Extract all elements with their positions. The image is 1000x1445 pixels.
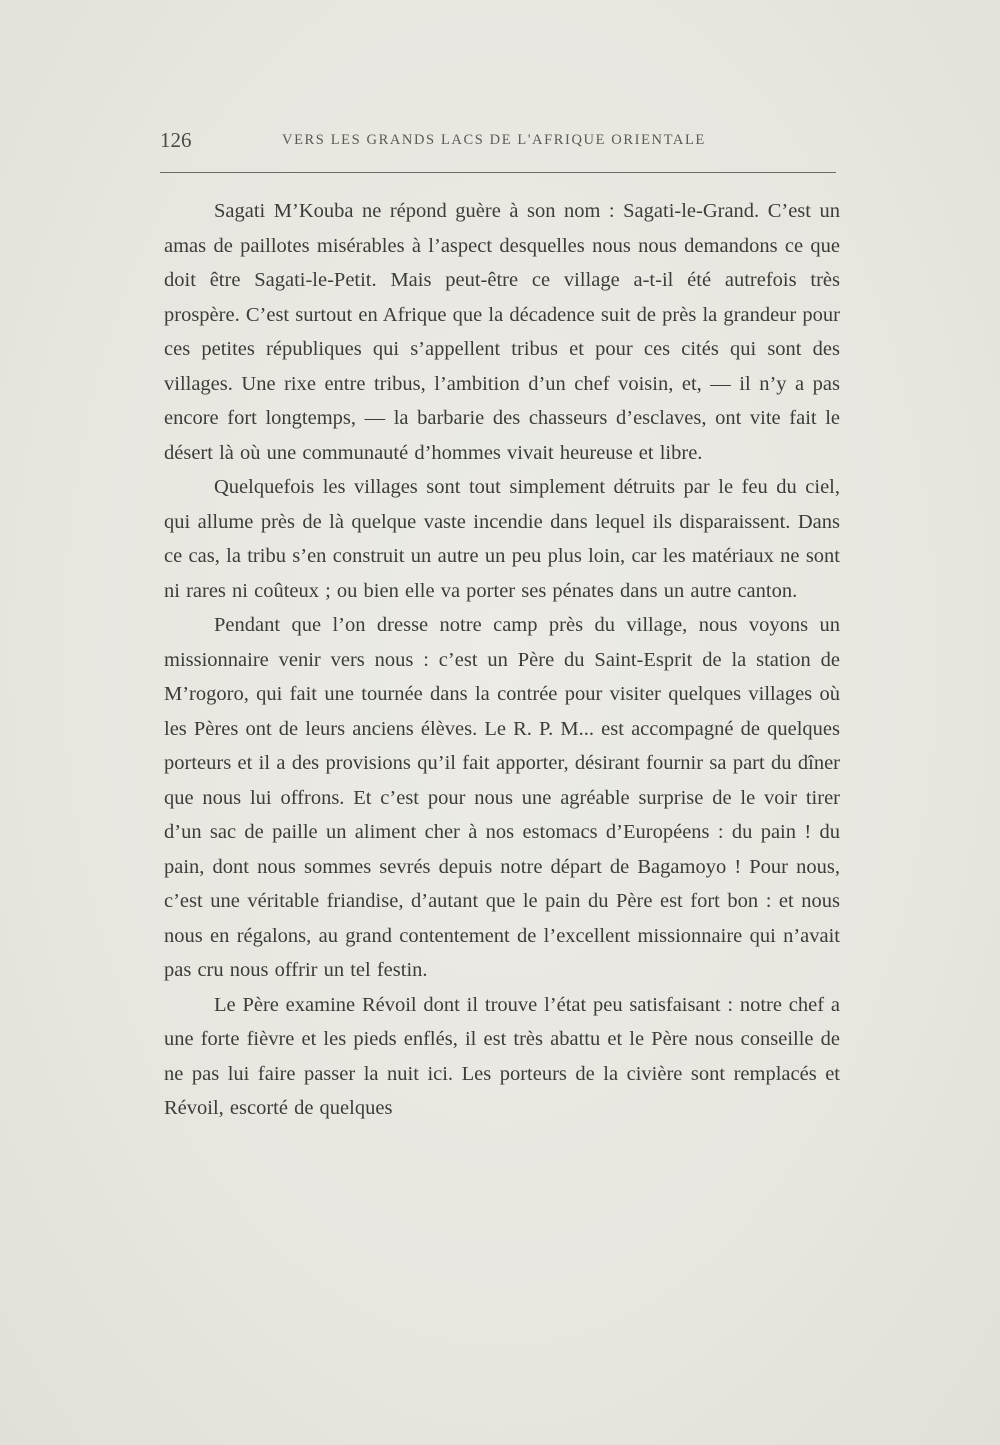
page-header	[160, 128, 840, 156]
body-text	[164, 194, 840, 1126]
paragraph-1: Sagati M’Kouba ne répond guère à son nom : Sagati-le-Grand. C’est un amas de paillotes misérables à l’aspect desquelles nous nous demandons ce que doit être Sagati-le-Petit. Mais peut-être ce village a-t-il été autrefois très prospère. C’est surtout en Afrique que la décadence suit de près la grandeur pour ces petites républiques qui s’appellent tribus et pour ces cités qui sont des villages. Une rixe entre tribus, l’ambition d’un chef voisin, et, — il n’y a pas encore fort longtemps, — la barbarie des chasseurs d’esclaves, ont vite fait le désert là où une communauté d’hommes vivait heureuse et libre.	[164, 200, 840, 464]
page-number: 126	[160, 128, 192, 152]
header-rule	[160, 172, 836, 173]
paragraph-2: Quelquefois les villages sont tout simplement détruits par le feu du ciel, qui allume près de là quelque vaste incendie dans lequel ils disparaissent. Dans ce cas, la tribu s’en construit un autre un peu plus loin, car les matériaux ne sont ni rares ni coûteux ; ou bien elle va porter ses pénates dans un autre canton.	[164, 476, 840, 602]
running-title: VERS LES GRANDS LACS DE L'AFRIQUE ORIENTALE	[282, 132, 706, 148]
paragraph-3: Pendant que l’on dresse notre camp près du village, nous voyons un missionnaire venir vers nous : c’est un Père du Saint-Esprit de la station de M’rogoro, qui fait une tournée dans la contrée pour visiter quelques villages où les Pères ont de leurs anciens élèves. Le R. P. M... est accompagné de quelques porteurs et il a des provisions qu’il fait apporter, désirant fournir sa part du dîner que nous lui offrons. Et c’est pour nous une agréable surprise de le voir tirer d’un sac de paille un aliment cher à nos estomacs d’Européens : du pain ! du pain, dont nous sommes sevrés depuis notre départ de Bagamoyo ! Pour nous, c’est une véritable friandise, d’autant que le pain du Père est fort bon : et nous nous en régalons, au grand contentement de l’excellent missionnaire qui n’avait pas cru nous offrir un tel festin.	[164, 614, 840, 981]
paragraph-4: Le Père examine Révoil dont il trouve l’état peu satisfaisant : notre chef a une forte fièvre et les pieds enflés, il est très abattu et le Père nous conseille de ne pas lui faire passer la nuit ici. Les porteurs de la civière sont remplacés et Révoil, escorté de quelques	[164, 993, 840, 1119]
